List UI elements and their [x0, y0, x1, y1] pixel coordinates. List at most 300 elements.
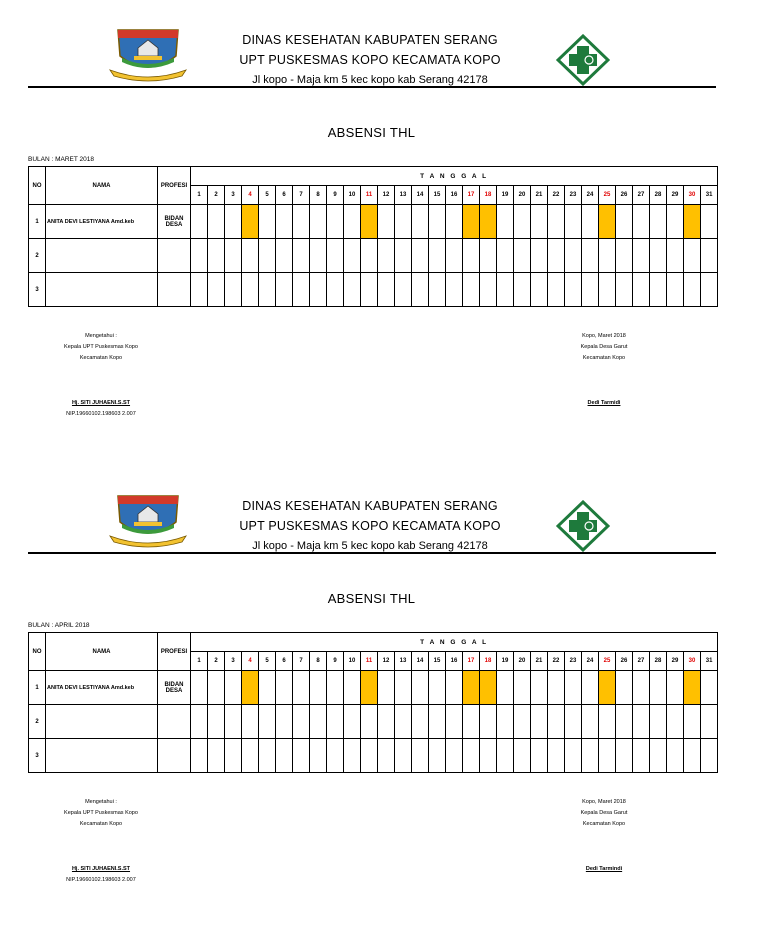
attendance-cell — [310, 239, 327, 273]
day-header: 31 — [701, 186, 718, 205]
month-label: BULAN : MARET 2018 — [28, 156, 94, 163]
right-sig-name: Dedi Tarmidi — [587, 400, 621, 406]
attendance-cell — [650, 739, 667, 773]
right-sig-line1: Kopo, Maret 2018 — [582, 799, 626, 805]
attendance-cell — [412, 739, 429, 773]
row-no: 1 — [29, 671, 46, 705]
attendance-cell — [344, 273, 361, 307]
attendance-cell — [684, 739, 701, 773]
row-profesi — [158, 239, 191, 273]
attendance-cell — [191, 273, 208, 307]
col-header-no: NO — [29, 167, 46, 205]
right-sig-line2: Kepala Desa Garut — [580, 810, 628, 816]
attendance-cell — [514, 705, 531, 739]
header-line2: UPT PUSKESMAS KOPO KECAMATA KOPO — [239, 519, 501, 533]
attendance-cell — [701, 273, 718, 307]
attendance-cell — [633, 205, 650, 239]
attendance-cell — [616, 705, 633, 739]
attendance-cell — [633, 739, 650, 773]
attendance-cell — [293, 273, 310, 307]
attendance-cell — [191, 739, 208, 773]
attendance-cell — [684, 705, 701, 739]
attendance-cell — [531, 671, 548, 705]
day-header: 30 — [684, 652, 701, 671]
attendance-cell — [446, 739, 463, 773]
day-header: 2 — [208, 652, 225, 671]
day-header: 7 — [293, 186, 310, 205]
row-profesi — [158, 273, 191, 307]
holiday-cell — [480, 205, 497, 239]
attendance-cell — [276, 273, 293, 307]
attendance-cell — [344, 739, 361, 773]
attendance-cell — [701, 705, 718, 739]
attendance-cell — [276, 239, 293, 273]
day-header: 19 — [497, 186, 514, 205]
attendance-cell — [548, 273, 565, 307]
attendance-cell — [344, 239, 361, 273]
attendance-cell — [531, 739, 548, 773]
attendance-cell — [276, 205, 293, 239]
day-header: 27 — [633, 652, 650, 671]
attendance-cell — [378, 239, 395, 273]
attendance-cell — [191, 671, 208, 705]
table-row — [29, 273, 718, 307]
attendance-cell — [667, 671, 684, 705]
attendance-cell — [582, 671, 599, 705]
attendance-cell — [497, 205, 514, 239]
attendance-cell — [378, 671, 395, 705]
right-sig-line3: Kecamatan Kopo — [582, 355, 626, 361]
day-header: 3 — [225, 652, 242, 671]
attendance-cell — [276, 671, 293, 705]
attendance-cell — [208, 671, 225, 705]
district-crest-icon — [108, 26, 188, 82]
attendance-cell — [361, 239, 378, 273]
right-sig-line3: Kecamatan Kopo — [582, 821, 626, 827]
attendance-cell — [191, 205, 208, 239]
day-header: 20 — [514, 186, 531, 205]
holiday-cell — [599, 205, 616, 239]
left-sig-line2: Kepala UPT Puskesmas Kopo — [64, 344, 138, 350]
attendance-cell — [531, 273, 548, 307]
row-profesi: BIDAN DESA — [158, 205, 191, 239]
attendance-cell — [650, 239, 667, 273]
attendance-cell — [361, 739, 378, 773]
row-no: 3 — [29, 273, 46, 307]
day-header: 27 — [633, 186, 650, 205]
day-header: 10 — [344, 652, 361, 671]
attendance-cell — [582, 705, 599, 739]
holiday-cell — [242, 671, 259, 705]
right-signature — [556, 331, 652, 409]
header-text — [200, 496, 540, 556]
day-header: 6 — [276, 186, 293, 205]
attendance-cell — [395, 671, 412, 705]
attendance-cell — [395, 705, 412, 739]
attendance-cell — [259, 205, 276, 239]
attendance-cell — [429, 705, 446, 739]
attendance-cell — [480, 739, 497, 773]
attendance-cell — [650, 205, 667, 239]
attendance-cell — [429, 739, 446, 773]
header-text — [200, 30, 540, 90]
holiday-cell — [361, 671, 378, 705]
holiday-cell — [463, 671, 480, 705]
attendance-cell — [327, 671, 344, 705]
day-header: 22 — [548, 652, 565, 671]
day-header: 16 — [446, 652, 463, 671]
attendance-cell — [327, 739, 344, 773]
attendance-cell — [633, 671, 650, 705]
row-no: 1 — [29, 205, 46, 239]
col-header-nama: NAMA — [46, 633, 158, 671]
left-sig-name: Hj. SITI JUHAENI.S.ST — [71, 866, 131, 872]
attendance-cell — [293, 705, 310, 739]
attendance-cell — [225, 273, 242, 307]
day-header: 1 — [191, 186, 208, 205]
attendance-cell — [412, 705, 429, 739]
row-no: 3 — [29, 739, 46, 773]
day-header: 6 — [276, 652, 293, 671]
day-header: 15 — [429, 186, 446, 205]
attendance-cell — [565, 273, 582, 307]
attendance-cell — [480, 239, 497, 273]
day-header: 25 — [599, 652, 616, 671]
attendance-cell — [701, 739, 718, 773]
attendance-cell — [225, 705, 242, 739]
holiday-cell — [361, 205, 378, 239]
left-sig-name: Hj. SITI JUHAENI.S.ST — [71, 400, 131, 406]
left-signature — [48, 797, 154, 886]
attendance-cell — [344, 671, 361, 705]
row-nama — [46, 273, 158, 307]
attendance-cell — [395, 273, 412, 307]
attendance-cell — [514, 239, 531, 273]
attendance-cell — [667, 205, 684, 239]
attendance-cell — [310, 739, 327, 773]
row-profesi — [158, 739, 191, 773]
day-header: 21 — [531, 652, 548, 671]
attendance-cell — [344, 205, 361, 239]
left-sig-line1: Mengetahui : — [85, 799, 117, 805]
attendance-cell — [378, 705, 395, 739]
puskesmas-cross-logo-icon — [556, 500, 610, 552]
attendance-cell — [650, 705, 667, 739]
day-header: 26 — [616, 186, 633, 205]
attendance-cell — [582, 239, 599, 273]
attendance-cell — [582, 205, 599, 239]
row-nama — [46, 239, 158, 273]
attendance-cell — [293, 671, 310, 705]
attendance-cell — [327, 705, 344, 739]
right-sig-name: Dedi Tarmindi — [585, 866, 623, 872]
day-header: 19 — [497, 652, 514, 671]
attendance-cell — [310, 205, 327, 239]
row-nama — [46, 705, 158, 739]
day-header: 14 — [412, 186, 429, 205]
left-signature — [48, 331, 154, 420]
day-header: 4 — [242, 186, 259, 205]
col-header-tanggal: T A N G G A L — [191, 633, 718, 652]
attendance-cell — [514, 273, 531, 307]
attendance-cell — [616, 739, 633, 773]
day-header: 8 — [310, 186, 327, 205]
day-header: 11 — [361, 186, 378, 205]
attendance-cell — [599, 273, 616, 307]
attendance-cell — [514, 671, 531, 705]
day-header: 1 — [191, 652, 208, 671]
left-sig-line1: Mengetahui : — [85, 333, 117, 339]
holiday-cell — [480, 671, 497, 705]
attendance-cell — [242, 239, 259, 273]
attendance-cell — [208, 273, 225, 307]
day-header: 9 — [327, 652, 344, 671]
day-header: 2 — [208, 186, 225, 205]
attendance-cell — [497, 273, 514, 307]
header-divider — [28, 86, 716, 88]
attendance-cell — [395, 205, 412, 239]
day-header: 9 — [327, 186, 344, 205]
attendance-cell — [327, 273, 344, 307]
row-no: 2 — [29, 705, 46, 739]
attendance-cell — [446, 239, 463, 273]
attendance-cell — [514, 739, 531, 773]
attendance-cell — [412, 205, 429, 239]
attendance-cell — [310, 273, 327, 307]
attendance-cell — [446, 671, 463, 705]
left-sig-line3: Kecamatan Kopo — [79, 355, 123, 361]
attendance-cell — [616, 671, 633, 705]
right-sig-line1: Kopo, Maret 2018 — [582, 333, 626, 339]
attendance-table — [28, 632, 718, 773]
row-nama: ANITA DEVI LESTIYANA Amd.keb — [46, 205, 158, 239]
left-sig-nip: NIP.19660102.198603 2.007 — [66, 411, 136, 417]
attendance-cell — [616, 239, 633, 273]
attendance-cell — [446, 273, 463, 307]
header-line1: DINAS KESEHATAN KABUPATEN SERANG — [242, 33, 498, 47]
attendance-cell — [565, 705, 582, 739]
day-header: 10 — [344, 186, 361, 205]
holiday-cell — [599, 671, 616, 705]
sheet-title: ABSENSI THL — [327, 125, 416, 140]
attendance-cell — [463, 239, 480, 273]
table-row — [29, 705, 718, 739]
day-header: 13 — [395, 652, 412, 671]
header-divider — [28, 552, 716, 554]
attendance-cell — [208, 739, 225, 773]
attendance-cell — [463, 273, 480, 307]
day-header: 15 — [429, 652, 446, 671]
attendance-cell — [378, 205, 395, 239]
attendance-cell — [531, 205, 548, 239]
attendance-cell — [565, 205, 582, 239]
attendance-cell — [667, 273, 684, 307]
day-header: 11 — [361, 652, 378, 671]
day-header: 21 — [531, 186, 548, 205]
attendance-cell — [701, 239, 718, 273]
attendance-cell — [208, 705, 225, 739]
attendance-cell — [701, 205, 718, 239]
header-line3: Jl kopo - Maja km 5 kec kopo kab Serang 42178 — [252, 540, 488, 552]
attendance-cell — [395, 739, 412, 773]
attendance-cell — [616, 205, 633, 239]
day-header: 20 — [514, 652, 531, 671]
attendance-cell — [650, 671, 667, 705]
attendance-cell — [701, 671, 718, 705]
day-header: 13 — [395, 186, 412, 205]
attendance-cell — [344, 705, 361, 739]
day-header: 25 — [599, 186, 616, 205]
attendance-cell — [208, 239, 225, 273]
right-signature — [556, 797, 652, 875]
header-line1: DINAS KESEHATAN KABUPATEN SERANG — [242, 499, 498, 513]
day-header: 29 — [667, 652, 684, 671]
attendance-cell — [480, 273, 497, 307]
day-header: 5 — [259, 652, 276, 671]
holiday-cell — [463, 205, 480, 239]
attendance-cell — [378, 739, 395, 773]
attendance-cell — [276, 739, 293, 773]
attendance-cell — [463, 739, 480, 773]
attendance-cell — [599, 705, 616, 739]
attendance-cell — [497, 705, 514, 739]
attendance-cell — [361, 705, 378, 739]
attendance-cell — [259, 273, 276, 307]
day-header: 5 — [259, 186, 276, 205]
attendance-cell — [616, 273, 633, 307]
day-header: 17 — [463, 186, 480, 205]
row-profesi — [158, 705, 191, 739]
col-header-no: NO — [29, 633, 46, 671]
attendance-cell — [208, 205, 225, 239]
attendance-cell — [327, 205, 344, 239]
attendance-cell — [582, 273, 599, 307]
attendance-cell — [667, 239, 684, 273]
attendance-cell — [412, 239, 429, 273]
attendance-cell — [310, 705, 327, 739]
attendance-cell — [633, 273, 650, 307]
attendance-cell — [582, 739, 599, 773]
header-line3: Jl kopo - Maja km 5 kec kopo kab Serang 42178 — [252, 74, 488, 86]
attendance-cell — [599, 239, 616, 273]
attendance-cell — [293, 205, 310, 239]
row-nama — [46, 739, 158, 773]
attendance-cell — [548, 705, 565, 739]
attendance-cell — [514, 205, 531, 239]
attendance-cell — [446, 205, 463, 239]
attendance-cell — [225, 239, 242, 273]
day-header: 14 — [412, 652, 429, 671]
left-sig-nip: NIP.19660102.198603 2.007 — [66, 877, 136, 883]
attendance-cell — [395, 239, 412, 273]
attendance-cell — [361, 273, 378, 307]
day-header: 30 — [684, 186, 701, 205]
table-row — [29, 239, 718, 273]
day-header: 26 — [616, 652, 633, 671]
attendance-cell — [684, 239, 701, 273]
attendance-cell — [259, 239, 276, 273]
attendance-cell — [242, 705, 259, 739]
day-header: 24 — [582, 652, 599, 671]
col-header-profesi: PROFESI — [158, 167, 191, 205]
attendance-cell — [565, 739, 582, 773]
day-header: 3 — [225, 186, 242, 205]
day-header: 23 — [565, 652, 582, 671]
attendance-cell — [531, 705, 548, 739]
holiday-cell — [684, 205, 701, 239]
row-nama: ANITA DEVI LESTIYANA Amd.keb — [46, 671, 158, 705]
attendance-cell — [531, 239, 548, 273]
attendance-cell — [667, 705, 684, 739]
col-header-tanggal: T A N G G A L — [191, 167, 718, 186]
attendance-cell — [548, 671, 565, 705]
district-crest-icon — [108, 492, 188, 548]
day-header: 29 — [667, 186, 684, 205]
attendance-cell — [429, 205, 446, 239]
attendance-cell — [497, 739, 514, 773]
day-header: 23 — [565, 186, 582, 205]
day-header: 18 — [480, 652, 497, 671]
col-header-nama: NAMA — [46, 167, 158, 205]
right-sig-line2: Kepala Desa Garut — [580, 344, 628, 350]
attendance-cell — [310, 671, 327, 705]
day-header: 4 — [242, 652, 259, 671]
month-label: BULAN : APRIL 2018 — [28, 622, 90, 629]
attendance-cell — [497, 239, 514, 273]
attendance-cell — [429, 671, 446, 705]
day-header: 24 — [582, 186, 599, 205]
day-header: 18 — [480, 186, 497, 205]
attendance-cell — [599, 739, 616, 773]
attendance-cell — [548, 205, 565, 239]
day-header: 8 — [310, 652, 327, 671]
attendance-cell — [293, 739, 310, 773]
attendance-cell — [191, 705, 208, 739]
attendance-cell — [259, 671, 276, 705]
attendance-cell — [242, 273, 259, 307]
sheet-title: ABSENSI THL — [327, 591, 416, 606]
attendance-cell — [429, 273, 446, 307]
day-header: 17 — [463, 652, 480, 671]
table-row — [29, 739, 718, 773]
attendance-cell — [548, 239, 565, 273]
day-header: 12 — [378, 186, 395, 205]
left-sig-line2: Kepala UPT Puskesmas Kopo — [64, 810, 138, 816]
attendance-cell — [378, 273, 395, 307]
day-header: 12 — [378, 652, 395, 671]
attendance-cell — [497, 671, 514, 705]
day-header: 22 — [548, 186, 565, 205]
attendance-cell — [667, 739, 684, 773]
attendance-cell — [191, 239, 208, 273]
puskesmas-cross-logo-icon — [556, 34, 610, 86]
attendance-cell — [650, 273, 667, 307]
day-header: 28 — [650, 652, 667, 671]
table-row — [29, 671, 718, 705]
table-row — [29, 205, 718, 239]
attendance-cell — [480, 705, 497, 739]
row-no: 2 — [29, 239, 46, 273]
holiday-cell — [242, 205, 259, 239]
attendance-cell — [412, 671, 429, 705]
day-header: 7 — [293, 652, 310, 671]
attendance-cell — [429, 239, 446, 273]
attendance-cell — [293, 239, 310, 273]
sheet-april — [0, 466, 768, 932]
attendance-cell — [225, 671, 242, 705]
attendance-cell — [327, 239, 344, 273]
col-header-profesi: PROFESI — [158, 633, 191, 671]
